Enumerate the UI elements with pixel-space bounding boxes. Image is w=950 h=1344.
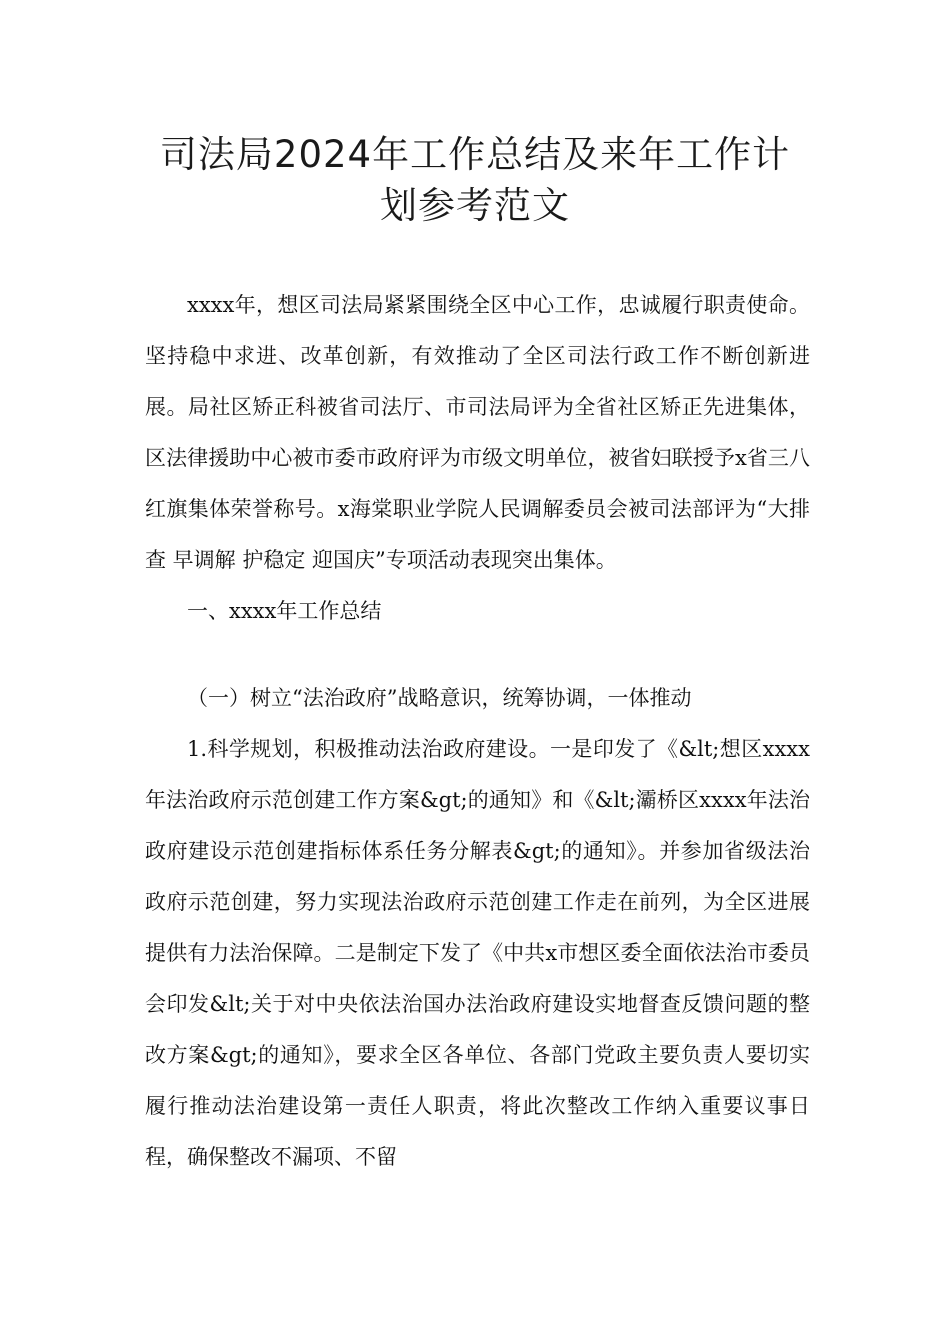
subsection-heading: （一）树立“法治政府”战略意识，统筹协调，一体推动 [187,686,692,710]
intro-block [145,280,810,637]
blank-line [145,622,810,673]
document-title-line-1: 司法局2024年工作总结及来年工作计 [159,133,791,176]
item-paragraph: 1.科学规划，积极推动法治政府建设。一是印发了《&lt;想区xxxx年法治政府示范创建工作方案&gt;的通知》和《&lt;灞桥区xxxx年法治政府建设示范创建指标体系任务分解表&gt;的通知》。并参加省级法治政府示范创建，努力实现法治政府示范创建工作走在前列，为全区进展提供有力法治保障。二是制定下发了《中共x市想区委全面依法治市委员会印发&lt;关于对中央依法治国办法治政府建设实地督查反馈问题的整改方案&gt;的通知》，要求全区各单位、各部门党政主要负责人要切实履行推动法治建设第一责任人职责，将此次整改工作纳入重要议事日程，确保整改不漏项、不留 [145,737,810,1169]
document-title-line-2: 划参考范文 [380,184,570,227]
section-content [145,622,810,1183]
section-heading: 一、xxxx年工作总结 [187,599,382,623]
intro-paragraph: xxxx年，想区司法局紧紧围绕全区中心工作，忠诚履行职责使命。坚持稳中求进、改革创新，有效推动了全区司法行政工作不断创新进展。局社区矫正科被省司法厅、市司法局评为全省社区矫正先进集体，区法律援助中心被市委市政府评为市级文明单位，被省妇联授予x省三八红旗集体荣誉称号。x海棠职业学院人民调解委员会被司法部评为“大排查 早调解 护稳定 迎国庆”专项活动表现突出集体。 [145,293,810,572]
